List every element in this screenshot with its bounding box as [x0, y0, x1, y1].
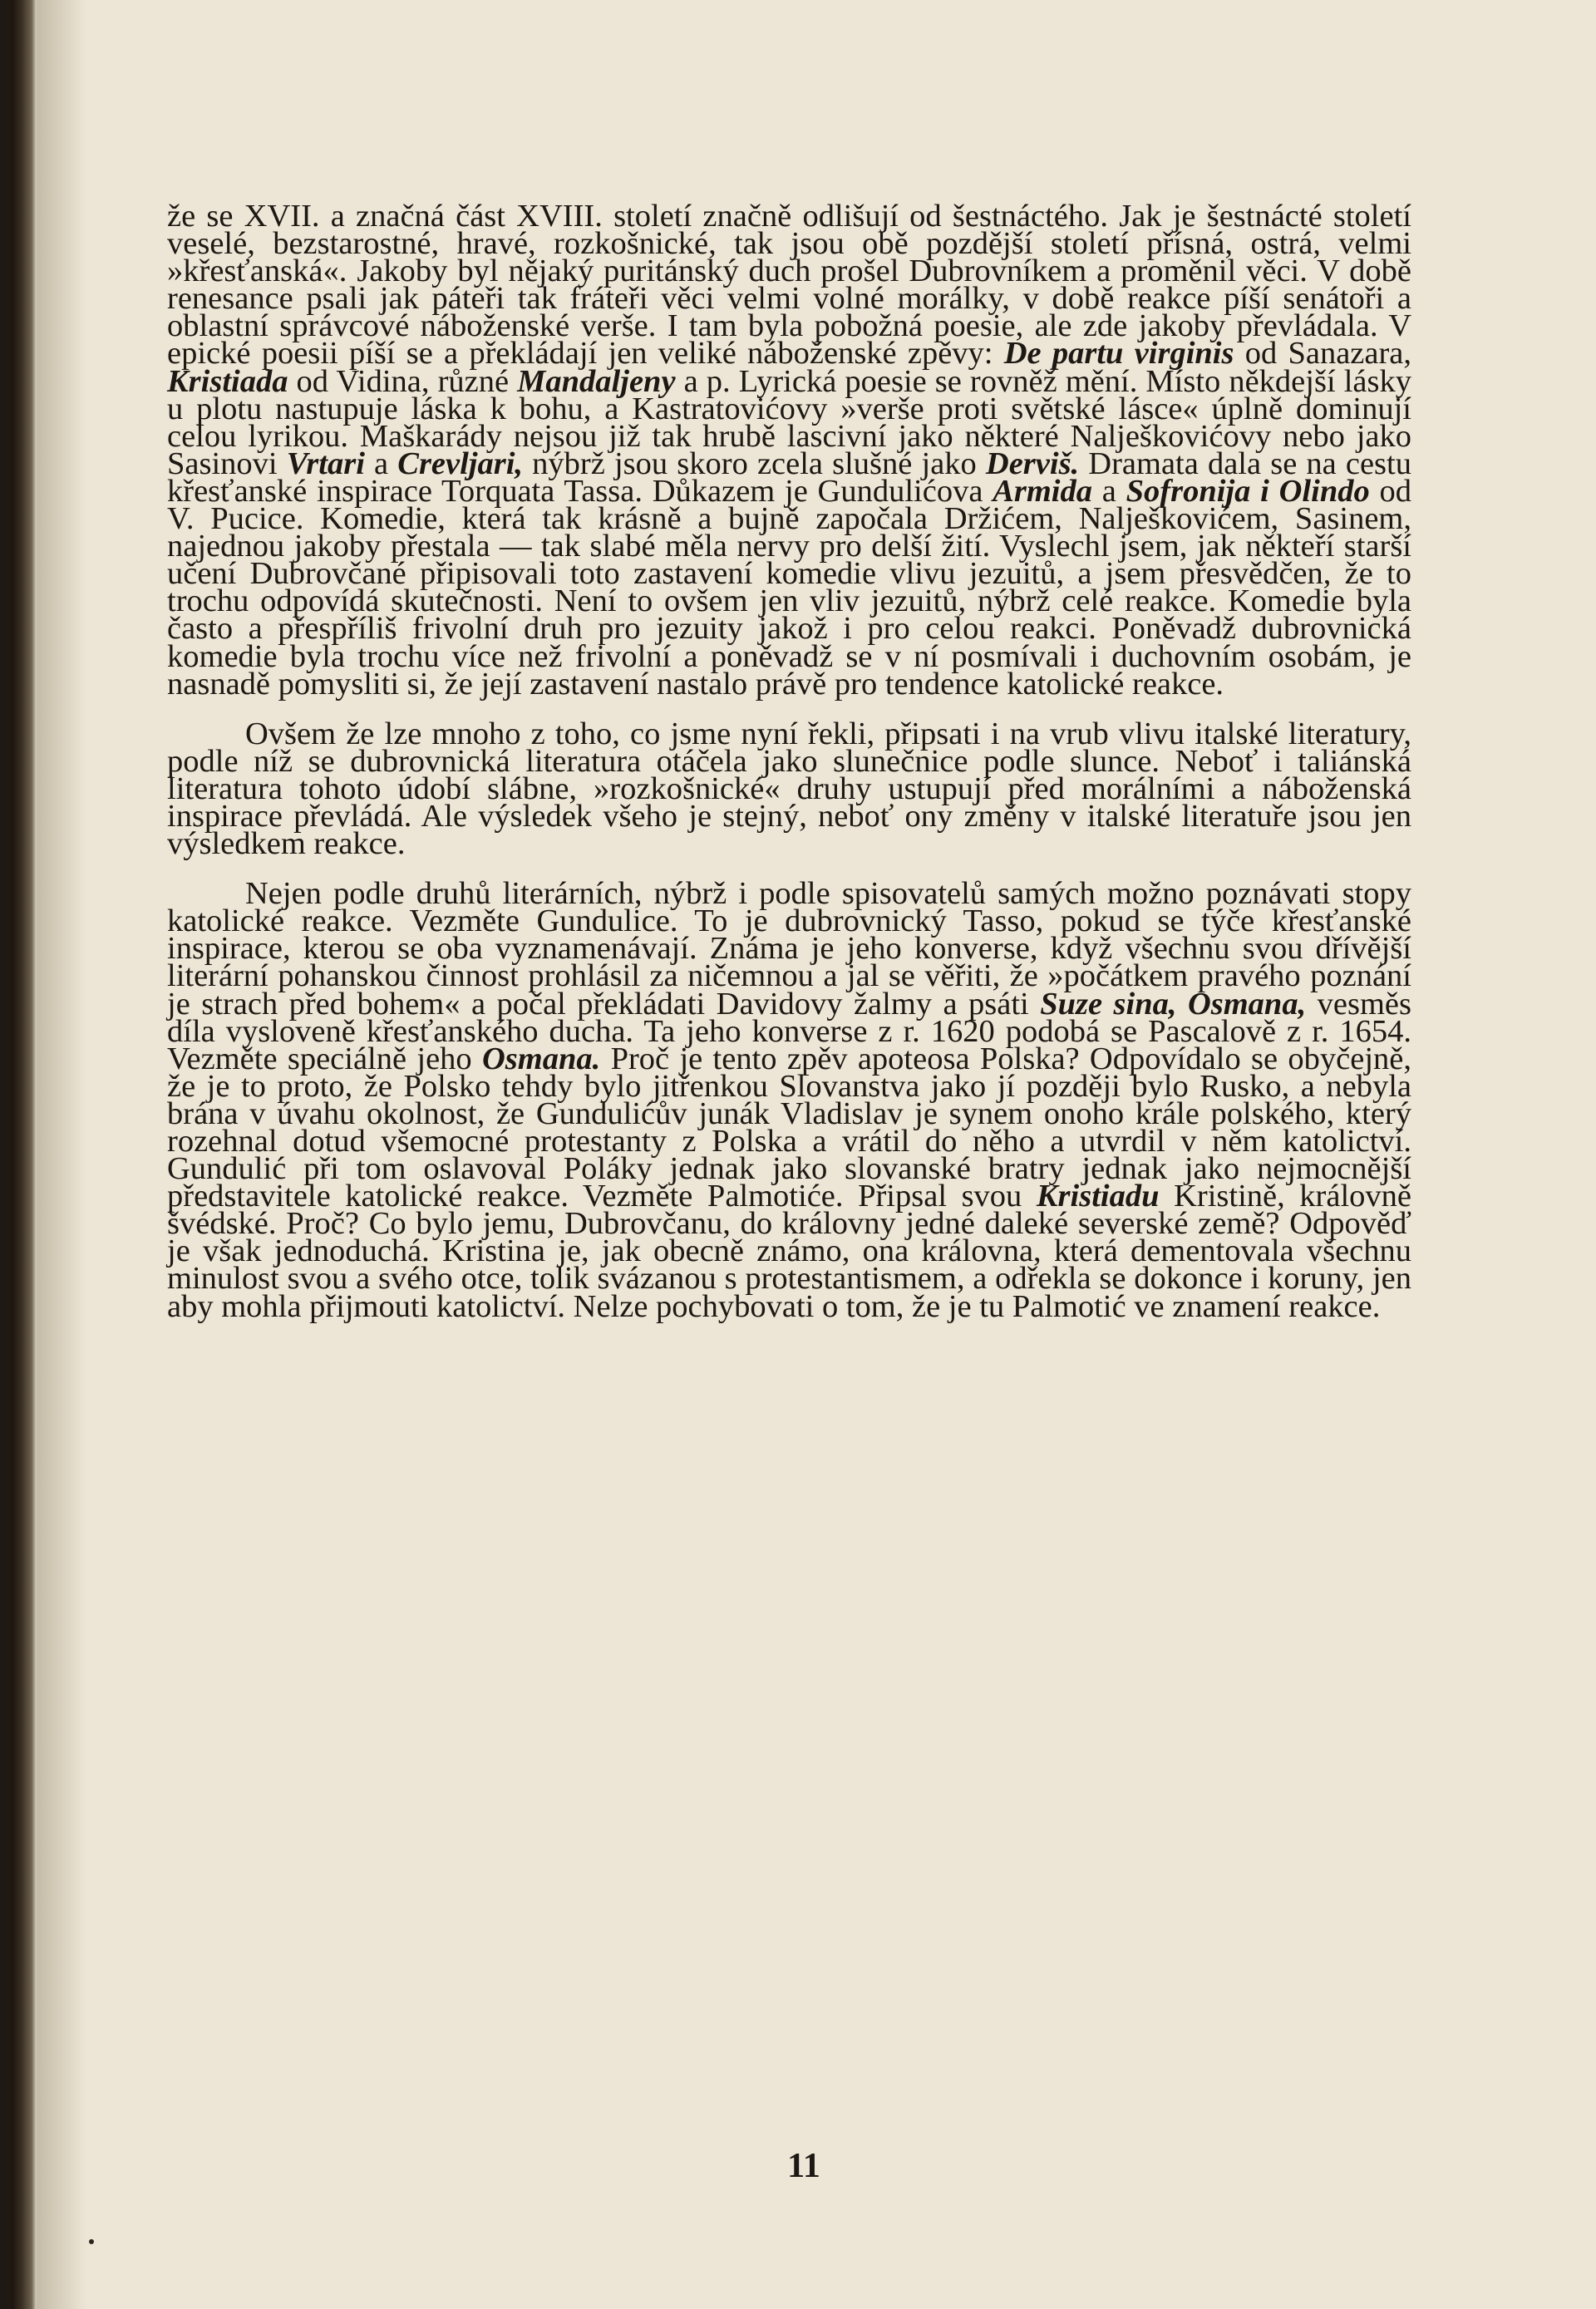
work-title: De partu virginis — [1003, 336, 1234, 372]
book-spine — [12, 0, 37, 2309]
work-title: Sofronija i Olindo — [1126, 473, 1370, 509]
work-title: Mandaljeny — [517, 363, 676, 399]
text-run: a — [364, 446, 398, 481]
paragraph-1 — [167, 199, 1412, 702]
page-number: 11 — [787, 2147, 820, 2185]
work-title: Vrtari — [286, 446, 365, 481]
work-title: Suze sina, Osmana, — [1040, 986, 1307, 1022]
text-run: od V. Pucice. Komedie, která tak krásně a bujně započala Držićem, Nalješkovićem, Sasinem, najednou jakoby přestala — tak slabé měla nervy pro delší žití. Vyslechl jsem, jak někteří starší učení Dubrovčané připisovali toto zastavení komedie vlivu jezuitů, a jsem přesvědčen, že to trochu odpovídá skutečnosti. Není to ovšem jen vliv jezuitů, nýbrž celé reakce. Komedie byla často a přespříliš frivolní druh pro jezuity jakož i pro celou reakci. Poněvadž dubrovnická komedie byla trochu více než frivolní a poněvadž se v ní posmívali i duchovním osobám, je nasnadě pomysliti si, že její zastavení nastalo právě pro tendence katolické reakce. — [167, 473, 1412, 702]
text-run: Dramata dala se na cestu křesťanské inspirace Torquata Tassa. Důkazem je Gundulićova — [167, 446, 1411, 509]
text-run: vesměs díla vysloveně křesťanského ducha. Ta jeho konverse z r. 1620 podobá se Pascalově z r. 1654. Vezměte speciálně jeho — [167, 986, 1412, 1076]
work-title: Crevljari, — [397, 446, 524, 481]
paragraph-3 — [167, 876, 1412, 1324]
text-run: od Sanazara, — [1234, 336, 1411, 372]
text-run: a p. Lyrická poesie se rovněž mění. Místo někdejší lásky u plotu nastupuje láska k bohu, a Kastratovićovy »verše proti světské lásce« úplně dominují celou lyrikou. Maškarády nejsou již tak hrubě lascivní jako některé Nalješkovićovy nebo jako Sasinovi — [167, 363, 1411, 481]
text-run: Nejen podle druhů literárních, nýbrž i podle spisovatelů samých možno poznávati stopy katolické reakce. Vezměte Gundulice. To je dubrovnický Tasso, pokud se týče křesťanské inspirace, kterou se oba vyznamenávají. Známa je jeho konverse, když všechnu svou dřívější literární pohanskou činnost prohlásil za ničemnou a jal se věřiti, že »počátkem pravého poznání je strach před bohem« a počal překládati Davidovy žalmy a psáti — [167, 876, 1411, 1022]
work-title: Derviš. — [985, 446, 1080, 481]
text-run: nýbrž jsou skoro zcela slušné jako — [523, 446, 986, 481]
text-run: že se XVII. a značná část XVIII. století značně odlišují od šestnáctého. Jak je šestnácté století veselé, bezstarostné, hravé, rozkošnické, tak jsou obě pozdější století přísná, ostrá, velmi »křesťanská«. Jakoby byl nějaký puritánský duch prošel Dubrovníkem a proměnil věci. V době renesance psali jak páteři tak fráteři věci velmi volné morálky, v době reakce píší senátoři a oblastní správcové náboženské verše. I tam byla pobožná poesie, ale zde jakoby převládala. V epické poesii píší se a překládají jen veliké náboženské zpěvy: — [167, 199, 1411, 372]
text-run: a — [1092, 473, 1126, 509]
paragraph-2 — [167, 716, 1411, 862]
text-run: Proč je tento zpěv apoteosa Polska? Odpovídalo se obyčejně, že je to proto, že Polsko tehdy bylo jitřenkou Slovanstva jako jí později bylo Rusko, a nebyla brána v úvahu okolnost, že Gundulićův junák Vladislav je synem onoho krále polského, který rozehnal dotud všemocné protestanty z Polska a vrátil do něho a utvrdil v něm katolictví. Gundulić při tom oslavoval Poláky jednak jako slovanské bratry jednak jako nejmocnější představitele katolické reakce. Vezměte Palmotiće. Připsal svou — [167, 1041, 1411, 1214]
body-text — [167, 199, 1412, 1324]
work-title: Kristiada — [167, 363, 288, 399]
text-run: Ovšem že lze mnoho z toho, co jsme nyní řekli, připsati i na vrub vlivu italské literatury, podle níž se dubrovnická literatura otáčela jako slunečnice podle slunce. Neboť i taliánská literatura tohoto údobí slábne, »rozkošnické« druhy ustupují před morálními a náboženská inspirace převládá. Ale výsledek všeho je stejný, neboť ony změny v italské literatuře jsou jen výsledkem reakce. — [167, 716, 1411, 862]
work-title: Kristiadu — [1036, 1179, 1160, 1214]
book-page — [12, 0, 1596, 2309]
print-speck — [89, 2239, 94, 2244]
text-run: od Vidina, různé — [288, 363, 518, 399]
work-title: Osmana. — [481, 1041, 601, 1076]
text-run: Kristině, královně švédské. Proč? Co bylo jemu, Dubrovčanu, do královny jedné daleké severské země? Odpověď je však jednoduchá. Kristina je, jak obecně známo, ona královna, která dementovala všechnu minulost svou a svého otce, tolik svázanou s protestantismem, a odřekla se dokonce i koruny, jen aby mohla přijmouti katolictví. Nelze pochybovati o tom, že je tu Palmotić ve znamení reakce. — [167, 1179, 1412, 1324]
gutter-shadow — [37, 0, 86, 2309]
work-title: Armida — [993, 473, 1093, 509]
